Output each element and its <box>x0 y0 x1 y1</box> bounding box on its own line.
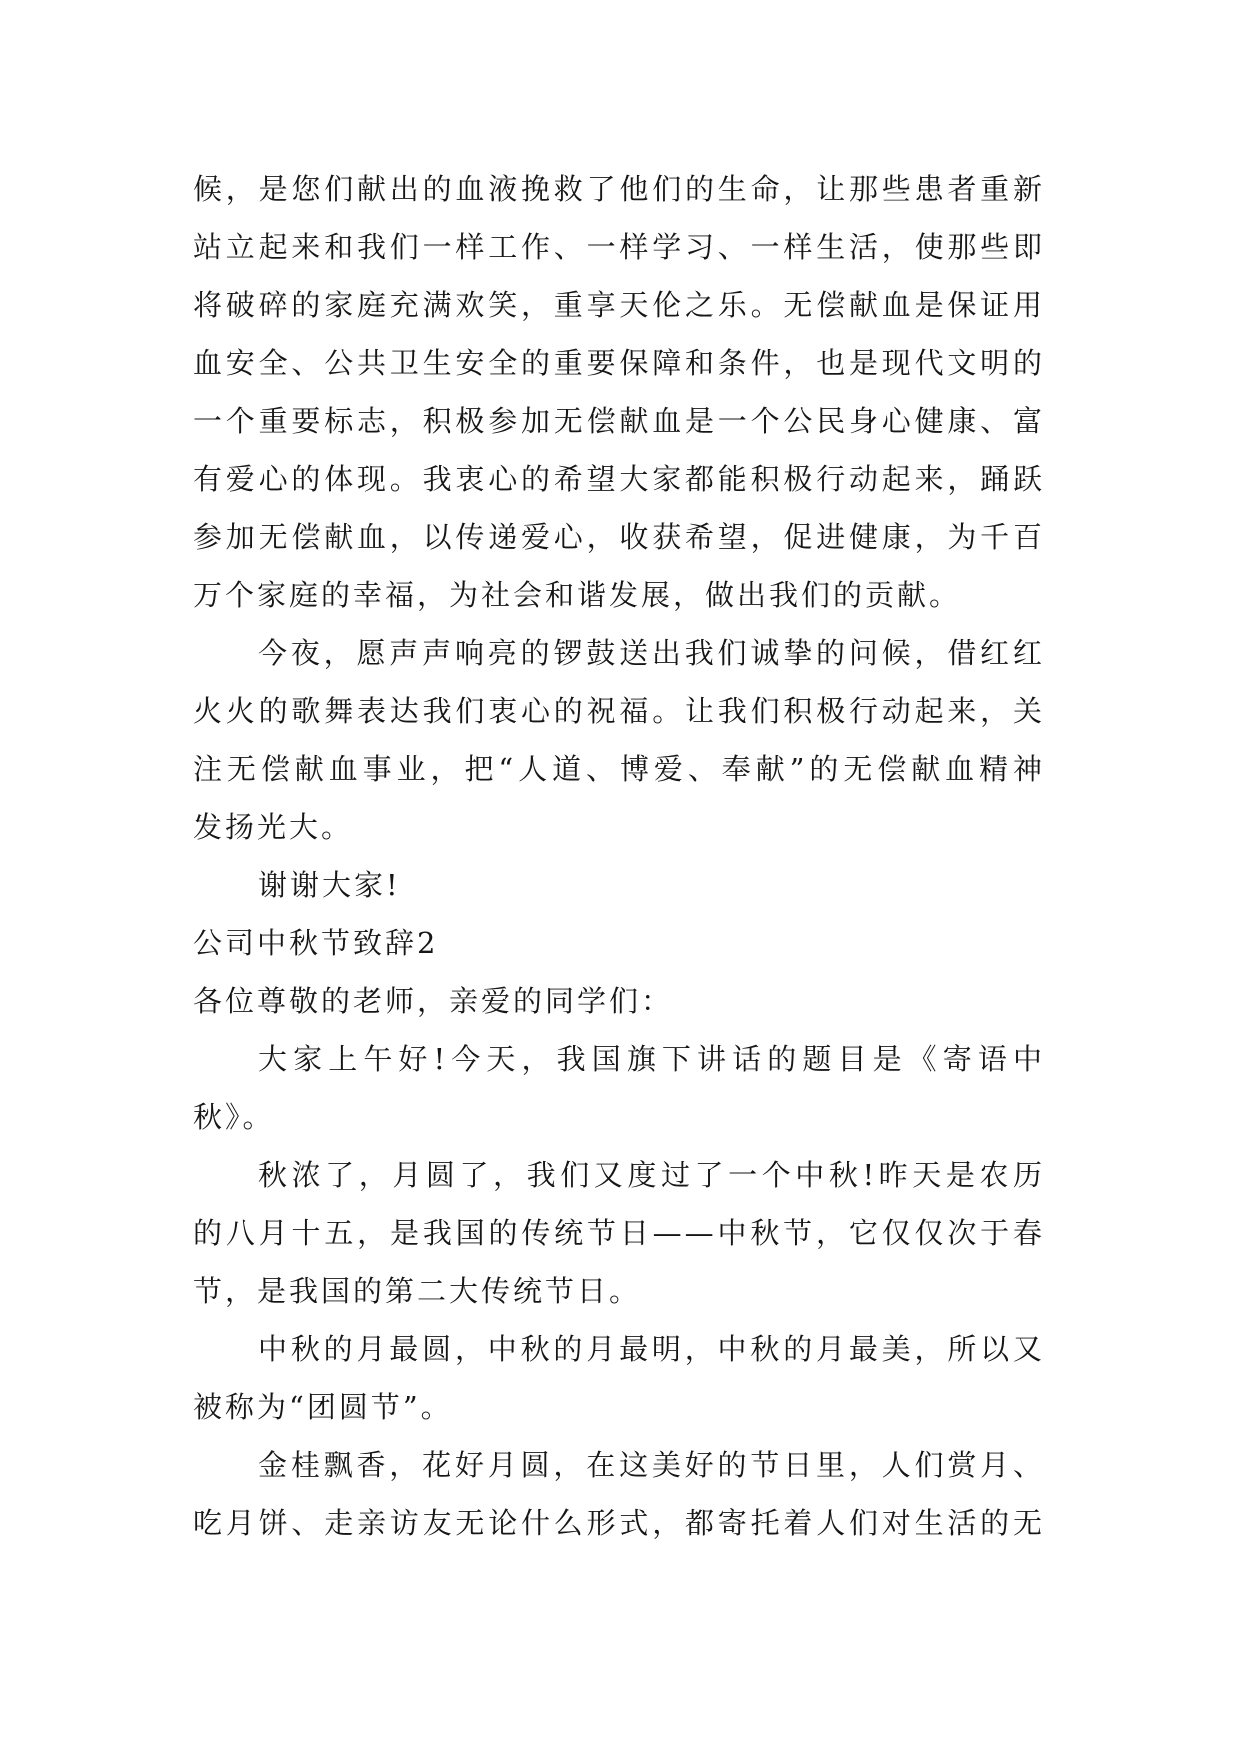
text-line: 万个家庭的幸福，为社会和谐发展，做出我们的贡献。 <box>193 578 962 612</box>
text-line: 的八月十五，是我国的传统节日——中秋节，它仅仅次于春 <box>193 1216 1045 1250</box>
paragraph-moon <box>193 1320 1045 1436</box>
text-line: 大家上午好!今天，我国旗下讲话的题目是《寄语中 <box>258 1042 1045 1076</box>
text-line: 被称为“团圆节”。 <box>193 1390 453 1424</box>
text-line: 秋》。 <box>193 1100 275 1134</box>
text-line: 一个重要标志，积极参加无偿献血是一个公民身心健康、富 <box>193 404 1045 438</box>
text-line: 候，是您们献出的血液挽救了他们的生命，让那些患者重新 <box>193 172 1045 206</box>
paragraph-tonight <box>193 624 1045 856</box>
text-line: 有爱心的体现。我衷心的希望大家都能积极行动起来，踊跃 <box>193 462 1045 496</box>
paragraph-thanks <box>193 856 1045 914</box>
salutation: 各位尊敬的老师，亲爱的同学们： <box>193 984 674 1018</box>
text-line: 吃月饼、走亲访友无论什么形式，都寄托着人们对生活的无 <box>193 1506 1045 1540</box>
text-line: 节，是我国的第二大传统节日。 <box>193 1274 642 1308</box>
paragraph-blood-donation-continued <box>193 160 1045 624</box>
text-line: 谢谢大家! <box>258 868 401 902</box>
paragraph-greeting <box>193 1030 1045 1146</box>
text-line: 站立起来和我们一样工作、一样学习、一样生活，使那些即 <box>193 230 1045 264</box>
text-line: 注无偿献血事业，把“人道、博爱、奉献”的无偿献血精神 <box>193 752 1045 786</box>
text-line: 参加无偿献血，以传递爱心，收获希望，促进健康，为千百 <box>193 520 1045 554</box>
text-line: 秋浓了，月圆了，我们又度过了一个中秋!昨天是农历 <box>258 1158 1045 1192</box>
text-line: 将破碎的家庭充满欢笑，重享天伦之乐。无偿献血是保证用 <box>193 288 1045 322</box>
text-line: 今夜，愿声声响亮的锣鼓送出我们诚挚的问候，借红红 <box>258 636 1045 670</box>
text-line: 金桂飘香，花好月圆，在这美好的节日里，人们赏月、 <box>258 1448 1045 1482</box>
text-line: 血安全、公共卫生安全的重要保障和条件，也是现代文明的 <box>193 346 1045 380</box>
text-line: 火火的歌舞表达我们衷心的祝福。让我们积极行动起来，关 <box>193 694 1045 728</box>
text-line: 发扬光大。 <box>193 810 354 844</box>
section-title: 公司中秋节致辞2 <box>193 926 439 960</box>
paragraph-osmanthus <box>193 1436 1045 1552</box>
paragraph-mid-autumn-intro <box>193 1146 1045 1320</box>
document-body <box>193 160 1045 1552</box>
text-line: 中秋的月最圆，中秋的月最明，中秋的月最美，所以又 <box>258 1332 1045 1366</box>
